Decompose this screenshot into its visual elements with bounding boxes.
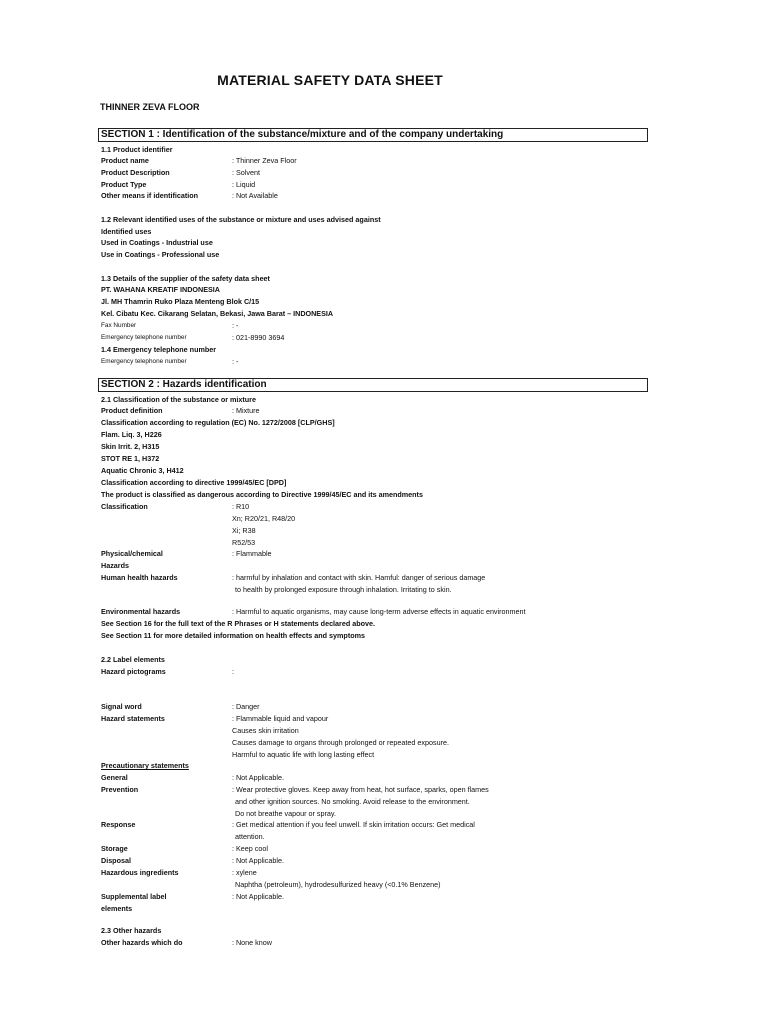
clp-line: Skin Irrit. 2, H315 — [101, 442, 160, 451]
s12-title: 1.2 Relevant identified uses of the substance or mixture and uses advised against — [101, 215, 381, 224]
supplier-address-2: Kel. Cibatu Kec. Cikarang Selatan, Bekasi, Jawa Barat – INDONESIA — [101, 309, 334, 318]
clp-line: Flam. Liq. 3, H226 — [101, 430, 162, 439]
supplier-address-1: Jl. MH Thamrin Ruko Plaza Menteng Blok C/15 — [101, 297, 260, 306]
general-label: General — [101, 773, 128, 782]
other-hazards-label: Other hazards which do — [101, 938, 183, 947]
hazard-statements-label: Hazard statements — [101, 714, 165, 723]
signal-word-value: : Danger — [232, 702, 260, 711]
other-means-value: : Not Available — [232, 191, 278, 200]
response-value: attention. — [235, 832, 265, 841]
see-section-11: See Section 11 for more detailed information on health effects and symptoms — [101, 631, 365, 640]
section-2-heading: SECTION 2 : Hazards identification — [98, 378, 648, 392]
document-title: MATERIAL SAFETY DATA SHEET — [217, 72, 443, 88]
signal-word-label: Signal word — [101, 702, 142, 711]
prevention-value: Do not breathe vapour or spray. — [235, 809, 336, 818]
s22-title: 2.2 Label elements — [101, 655, 165, 664]
classification-value: Xn; R20/21, R48/20 — [232, 514, 296, 523]
product-definition-value: : Mixture — [232, 406, 260, 415]
product-heading: THINNER ZEVA FLOOR — [100, 102, 200, 112]
storage-label: Storage — [101, 844, 128, 853]
hazardous-ingredients-label: Hazardous ingredients — [101, 868, 179, 877]
supplemental-label: Supplemental label — [101, 892, 167, 901]
prevention-label: Prevention — [101, 785, 139, 794]
response-label: Response — [101, 820, 136, 829]
hazard-statement: Causes damage to organs through prolonged or repeated exposure. — [232, 738, 449, 747]
emergency-phone-value: : 021-8990 3694 — [232, 333, 285, 342]
product-type-value: : Liquid — [232, 180, 256, 189]
pictograms-value: : — [232, 667, 234, 676]
product-name-label: Product name — [101, 156, 149, 165]
physchem-label: Physical/chemical — [101, 549, 163, 558]
physchem-label-2: Hazards — [101, 561, 129, 570]
product-name-value: : Thinner Zeva Floor — [232, 156, 297, 165]
clp-line: Aquatic Chronic 3, H412 — [101, 466, 184, 475]
health-value: : harmful by inhalation and contact with skin. Hamful: danger of serious damage — [232, 573, 486, 582]
environmental-label: Environmental hazards — [101, 607, 181, 616]
physchem-value: : Flammable — [232, 549, 272, 558]
supplemental-value: : Not Applicable. — [232, 892, 284, 901]
product-description-value: : Solvent — [232, 168, 260, 177]
product-description-label: Product Description — [101, 168, 170, 177]
emergency-phone2-value: : - — [232, 357, 239, 366]
s14-title: 1.4 Emergency telephone number — [101, 345, 217, 354]
product-definition-label: Product definition — [101, 406, 163, 415]
use-industrial: Used in Coatings - Industrial use — [101, 238, 213, 247]
response-value: : Get medical attention if you feel unwell. If skin irritation occurs: Get medical — [232, 820, 475, 829]
product-type-label: Product Type — [101, 180, 147, 189]
hazard-statement: : Flammable liquid and vapour — [232, 714, 329, 723]
hazardous-ingredient: : xylene — [232, 868, 257, 877]
other-means-label: Other means if identification — [101, 191, 199, 200]
use-professional: Use in Coatings - Professional use — [101, 250, 220, 259]
emergency-phone2-label: Emergency telephone number — [101, 358, 187, 365]
classification-value: R52/53 — [232, 538, 256, 547]
storage-value: : Keep cool — [232, 844, 268, 853]
s23-title: 2.3 Other hazards — [101, 926, 162, 935]
identified-uses: Identified uses — [101, 227, 152, 236]
general-value: : Not Applicable. — [232, 773, 284, 782]
clp-line: The product is classified as dangerous according to Directive 1999/45/EC and its amendments — [101, 490, 423, 499]
clp-line: STOT RE 1, H372 — [101, 454, 160, 463]
health-value: to health by prolonged exposure through inhalation. Irritating to skin. — [235, 585, 452, 594]
classification-value: Xi; R38 — [232, 526, 256, 535]
hazardous-ingredient: Naphtha (petroleum), hydrodesulfurized heavy (<0.1% Benzene) — [235, 880, 441, 889]
prevention-value: : Wear protective gloves. Keep away from heat, hot surface, sparks, open flames — [232, 785, 489, 794]
hazard-statement: Causes skin irritation — [232, 726, 299, 735]
environmental-value: : Harmful to aquatic organisms, may cause long-term adverse effects in aquatic environment — [232, 607, 526, 616]
section-1-heading: SECTION 1 : Identification of the substance/mixture and of the company undertaking — [98, 128, 648, 142]
see-section-16: See Section 16 for the full text of the R Phrases or H statements declared above. — [101, 619, 376, 628]
supplemental-label-2: elements — [101, 904, 133, 913]
fax-value: : - — [232, 321, 239, 330]
supplier-name: PT. WAHANA KREATIF INDONESIA — [101, 285, 220, 294]
prevention-value: and other ignition sources. No smoking. Avoid release to the environment. — [235, 797, 470, 806]
clp-line: Classification according to regulation (EC) No. 1272/2008 [CLP/GHS] — [101, 418, 335, 427]
clp-line: Classification according to directive 1999/45/EC [DPD] — [101, 478, 287, 487]
fax-label: Fax Number — [101, 322, 137, 329]
classification-label: Classification — [101, 502, 148, 511]
s13-title: 1.3 Details of the supplier of the safety data sheet — [101, 274, 270, 283]
emergency-phone-label: Emergency telephone number — [101, 334, 187, 341]
disposal-value: : Not Applicable. — [232, 856, 284, 865]
hazard-statement: Harmful to aquatic life with long lasting effect — [232, 750, 375, 759]
other-hazards-value: : None know — [232, 938, 272, 947]
precautionary-heading: Precautionary statements — [101, 761, 189, 770]
s11-title: 1.1 Product identifier — [101, 145, 173, 154]
s21-title: 2.1 Classification of the substance or mixture — [101, 395, 256, 404]
health-label: Human health hazards — [101, 573, 178, 582]
disposal-label: Disposal — [101, 856, 131, 865]
classification-value: : R10 — [232, 502, 250, 511]
pictograms-label: Hazard pictograms — [101, 667, 166, 676]
